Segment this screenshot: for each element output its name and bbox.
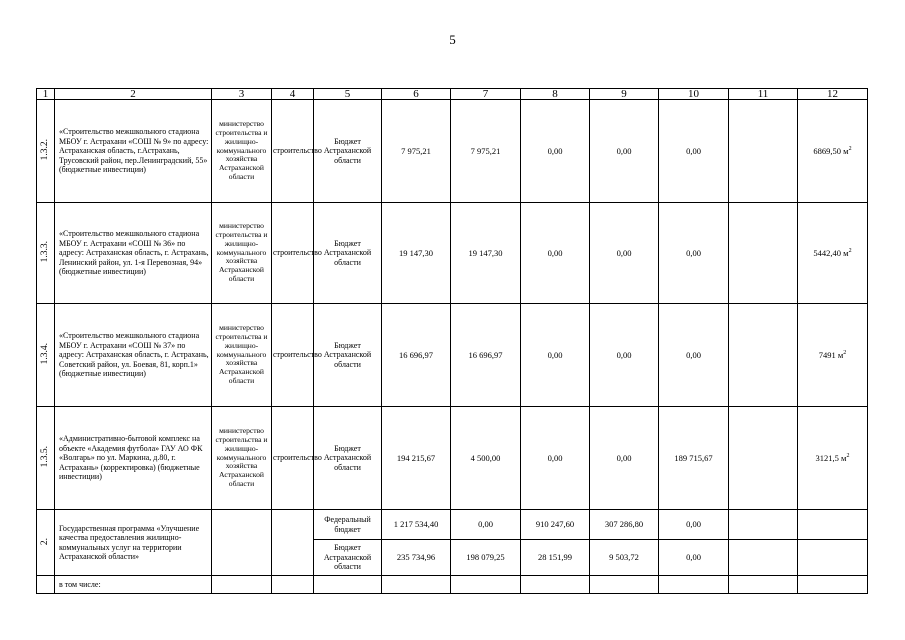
header-cell: 9	[590, 89, 659, 100]
value-cell: 0,00	[590, 203, 659, 304]
value-cell: 0,00	[590, 100, 659, 203]
funding-source: Бюджет Астраханской области	[314, 100, 382, 203]
value-cell	[729, 407, 798, 510]
funding-source: Бюджет Астраханской области	[314, 540, 382, 576]
header-cell: 1	[37, 89, 55, 100]
value-cell: 235 734,96	[382, 540, 451, 576]
program-row	[37, 510, 868, 540]
empty-cell	[729, 576, 798, 594]
header-cell: 4	[272, 89, 314, 100]
funding-source: Бюджет Астраханской области	[314, 304, 382, 407]
empty-cell	[272, 576, 314, 594]
value-cell	[729, 540, 798, 576]
capacity-cell: 6869,50 $м^2$	[798, 100, 868, 203]
object-description: «Административно-бытовой комплекс на объекте «Академия футбола» ГАУ АО ФК «Волгарь» по ул. Маркина, д.80, г. Астрахань» (корректировка) (бюджетные инвестиции)	[55, 407, 212, 510]
value-cell: 0,00	[659, 510, 729, 540]
funding-source: Бюджет Астраханской области	[314, 407, 382, 510]
row-number: 1.3.2.	[37, 100, 55, 203]
work-type: строительство	[272, 203, 314, 304]
empty-cell	[382, 576, 451, 594]
table-row	[37, 407, 868, 510]
empty-cell	[798, 576, 868, 594]
funding-source: Федеральный бюджет	[314, 510, 382, 540]
value-cell: 0,00	[521, 304, 590, 407]
table-row	[37, 203, 868, 304]
page-number: 5	[449, 32, 456, 47]
row-number: 2.	[37, 510, 55, 576]
empty-cell	[212, 576, 272, 594]
header-cell: 12	[798, 89, 868, 100]
customer-cell: министерство строительства и жилищно-коммунального хозяйства Астраханской области	[212, 100, 272, 203]
value-cell: 0,00	[659, 203, 729, 304]
empty-cell	[659, 576, 729, 594]
empty-cell	[314, 576, 382, 594]
value-cell: 1 217 534,40	[382, 510, 451, 540]
value-cell: 19 147,30	[451, 203, 521, 304]
header-cell: 2	[55, 89, 212, 100]
value-cell: 7 975,21	[382, 100, 451, 203]
value-cell: 0,00	[659, 304, 729, 407]
customer-cell: министерство строительства и жилищно-коммунального хозяйства Астраханской области	[212, 304, 272, 407]
customer-cell: министерство строительства и жилищно-коммунального хозяйства Астраханской области	[212, 203, 272, 304]
value-cell: 0,00	[451, 510, 521, 540]
header-cell: 10	[659, 89, 729, 100]
value-cell	[729, 100, 798, 203]
header-row	[37, 89, 868, 100]
capacity-cell: 3121,5 $м^2$	[798, 407, 868, 510]
program-table	[36, 88, 868, 594]
value-cell: 189 715,67	[659, 407, 729, 510]
capacity-cell	[798, 540, 868, 576]
footer-label: в том числе:	[55, 576, 212, 594]
work-type: строительство	[272, 304, 314, 407]
header-cell: 5	[314, 89, 382, 100]
capacity-cell	[798, 510, 868, 540]
table-row	[37, 304, 868, 407]
header-cell: 8	[521, 89, 590, 100]
value-cell: 16 696,97	[382, 304, 451, 407]
value-cell: 307 286,80	[590, 510, 659, 540]
empty-cell	[590, 576, 659, 594]
value-cell: 0,00	[590, 304, 659, 407]
empty-cell	[451, 576, 521, 594]
value-cell: 910 247,60	[521, 510, 590, 540]
value-cell: 4 500,00	[451, 407, 521, 510]
table-row	[37, 100, 868, 203]
value-cell: 198 079,25	[451, 540, 521, 576]
header-cell: 11	[729, 89, 798, 100]
value-cell: 16 696,97	[451, 304, 521, 407]
value-cell: 0,00	[521, 100, 590, 203]
value-cell	[729, 304, 798, 407]
header-cell: 3	[212, 89, 272, 100]
value-cell	[729, 510, 798, 540]
row-number	[37, 576, 55, 594]
capacity-cell: 7491 $м^2$	[798, 304, 868, 407]
header-cell: 7	[451, 89, 521, 100]
value-cell: 0,00	[659, 100, 729, 203]
row-number: 1.3.5.	[37, 407, 55, 510]
header-cell: 6	[382, 89, 451, 100]
funding-source: Бюджет Астраханской области	[314, 203, 382, 304]
value-cell: 0,00	[521, 407, 590, 510]
value-cell: 19 147,30	[382, 203, 451, 304]
row-number: 1.3.3.	[37, 203, 55, 304]
value-cell: 28 151,99	[521, 540, 590, 576]
empty-cell	[521, 576, 590, 594]
work-type	[272, 510, 314, 576]
object-description: «Строительство межшкольного стадиона МБОУ г. Астрахани «СОШ № 9» по адресу: Астраханская область, г.Астрахань, Трусовский район, пер.Ленинградский, 55» (бюджетные инвестиции)	[55, 100, 212, 203]
value-cell: 194 215,67	[382, 407, 451, 510]
value-cell	[729, 203, 798, 304]
value-cell: 0,00	[521, 203, 590, 304]
object-description: «Строительство межшкольного стадиона МБОУ г. Астрахани «СОШ № 37» по адресу: Астраханская область, г. Астрахань, Советский район, ул. Боевая, 81, корп.1» (бюджетные инвестиции)	[55, 304, 212, 407]
value-cell: 9 503,72	[590, 540, 659, 576]
customer-cell: министерство строительства и жилищно-коммунального хозяйства Астраханской области	[212, 407, 272, 510]
footer-row	[37, 576, 868, 594]
customer-cell	[212, 510, 272, 576]
value-cell: 0,00	[659, 540, 729, 576]
program-description: Государственная программа «Улучшение качества предоставления жилищно-коммунальных услуг на территории Астраханской области»	[55, 510, 212, 576]
row-number: 1.3.4.	[37, 304, 55, 407]
capacity-cell: 5442,40 $м^2$	[798, 203, 868, 304]
work-type: строительство	[272, 407, 314, 510]
value-cell: 0,00	[590, 407, 659, 510]
object-description: «Строительство межшкольного стадиона МБОУ г. Астрахани «СОШ № 36» по адресу: Астраханская область, г. Астрахань, Ленинский район, ул. 1-я Перевозная, 94» (бюджетные инвестиции)	[55, 203, 212, 304]
value-cell: 7 975,21	[451, 100, 521, 203]
work-type: строительство	[272, 100, 314, 203]
